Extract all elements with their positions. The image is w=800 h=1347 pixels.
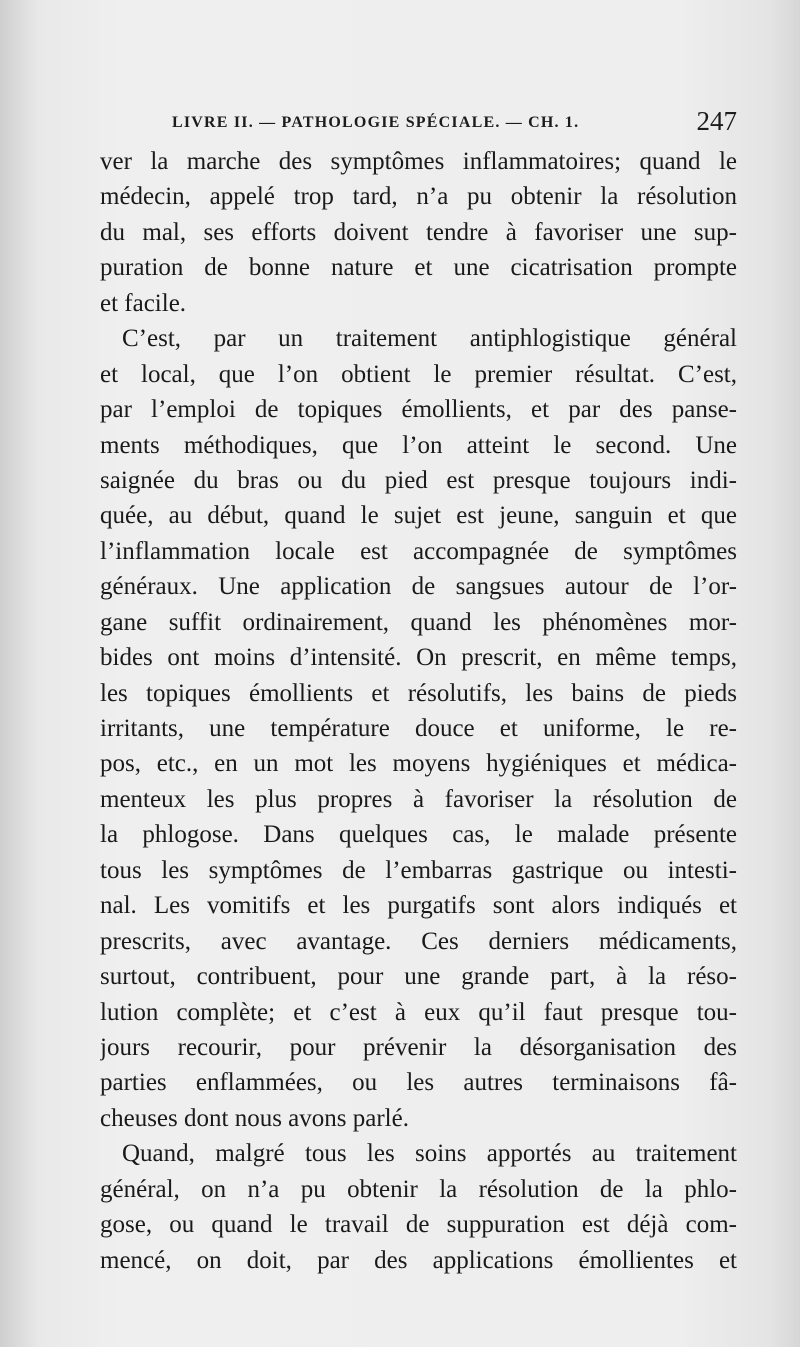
text-line: surtout, contribuent, pour une grande part, à la réso- — [100, 963, 737, 991]
text-line: général, on n’a pu obtenir la résolution de la phlo- — [100, 1175, 737, 1203]
text-line: prescrits, avec avantage. Ces derniers médicaments, — [100, 927, 737, 955]
text-line: jours recourir, pour prévenir la désorganisation des — [100, 1033, 737, 1061]
text-line: du mal, ses efforts doivent tendre à favoriser une sup- — [100, 218, 737, 246]
text-line: quée, au début, quand le sujet est jeune, sanguin et que — [100, 502, 737, 530]
text-line: la phlogose. Dans quelques cas, le malade présente — [100, 821, 737, 849]
text-line: puration de bonne nature et une cicatrisation prompte — [100, 254, 737, 282]
text-line: parties enflammées, ou les autres terminaisons fâ- — [100, 1069, 737, 1097]
text-line: les topiques émollients et résolutifs, les bains de pieds — [100, 679, 737, 707]
text-line: pos, etc., en un mot les moyens hygiéniques et médica- — [100, 750, 737, 778]
text-line: cheuses dont nous avons parlé. — [100, 1104, 409, 1132]
text-line: nal. Les vomitifs et les purgatifs sont alors indiqués et — [100, 892, 737, 920]
text-line: saignée du bras ou du pied est presque toujours indi- — [100, 466, 737, 494]
running-title: LIVRE II. — PATHOLOGIE SPÉCIALE. — CH. 1. — [172, 114, 580, 131]
text-line: bides ont moins d’intensité. On prescrit, en même temps, — [100, 644, 737, 672]
text-line: par l’emploi de topiques émollients, et par des panse- — [100, 396, 737, 424]
running-head — [172, 106, 737, 136]
text-line: menteux les plus propres à favoriser la résolution de — [100, 785, 737, 813]
text-line: C’est, par un traitement antiphlogistique général — [122, 325, 737, 353]
page-number: 247 — [696, 106, 737, 136]
text-line: et local, que l’on obtient le premier résultat. C’est, — [100, 360, 737, 388]
text-line: gose, ou quand le travail de suppuration est déjà com- — [100, 1211, 737, 1239]
text-line: Quand, malgré tous les soins apportés au traitement — [122, 1140, 737, 1168]
text-line: l’inflammation locale est accompagnée de symptômes — [100, 537, 737, 565]
body-text — [100, 144, 737, 1278]
text-line: ver la marche des symptômes inflammatoires; quand le — [100, 148, 737, 175]
text-line: tous les symptômes de l’embarras gastrique ou intesti- — [100, 856, 737, 884]
text-line: ments méthodiques, que l’on atteint le second. Une — [100, 431, 737, 459]
text-line: irritants, une température douce et uniforme, le re- — [100, 715, 737, 742]
text-line: lution complète; et c’est à eux qu’il faut presque tou- — [100, 998, 737, 1026]
text-line: et facile. — [100, 289, 187, 317]
text-line: gane suffit ordinairement, quand les phénomènes mor- — [100, 608, 737, 636]
text-line: médecin, appelé trop tard, n’a pu obtenir la résolution — [100, 183, 737, 211]
text-line: généraux. Une application de sangsues autour de l’or- — [100, 573, 737, 601]
text-line: mencé, on doit, par des applications émollientes et — [100, 1246, 737, 1274]
